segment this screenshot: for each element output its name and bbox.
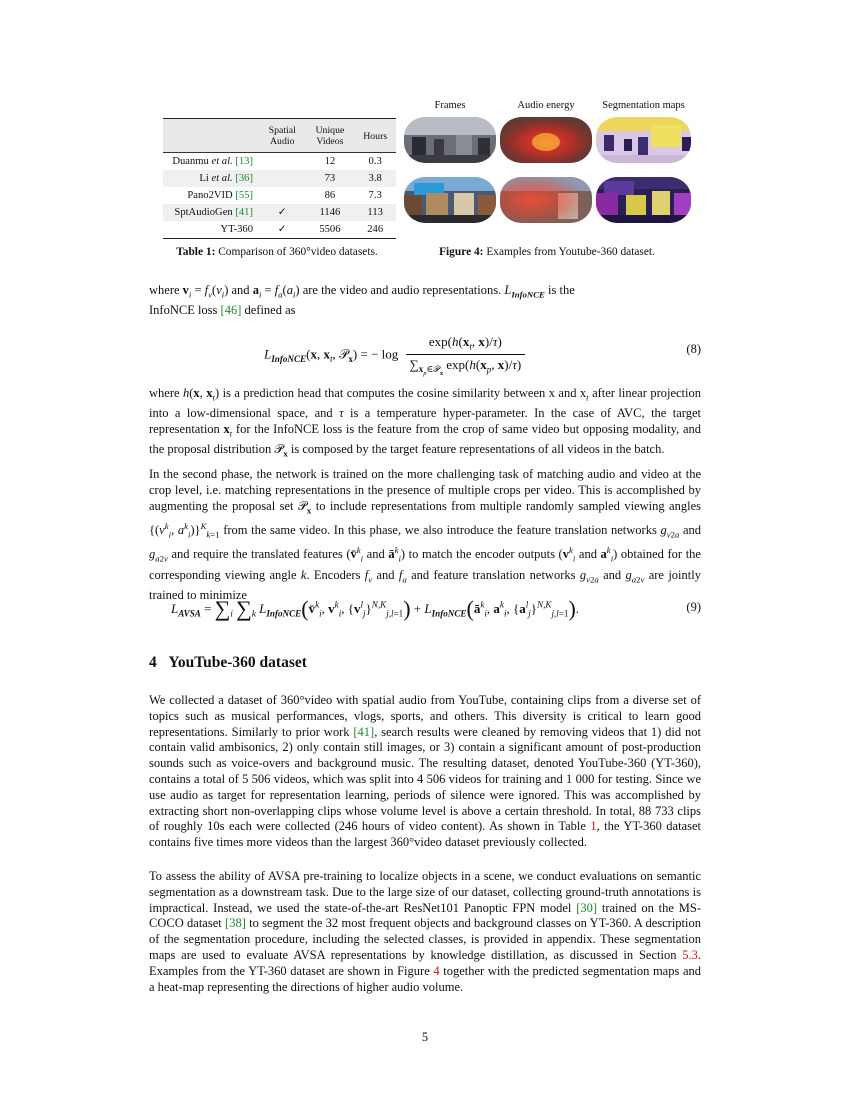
column-audio-energy-label: Audio energy bbox=[517, 100, 575, 111]
equation-8: $L_{InfoNCE}(x$, $x_t$, 𝒫$_x$) = − log $\frac{\exp(h(x_t, x)/\tau)}{\sum_{x_p\in 𝒫_x} \exp(h(x_p, x)/\tau)}$ (8) bbox=[264, 334, 701, 377]
paragraph-representations: where $v_i = f_v(v_i)$ and $a_i = f_a(a_i)$ are the video and audio representations. $L_{InfoNCE}$ is the InfoNCE loss [46] defined as bbox=[149, 283, 575, 318]
figure-4-caption: Figure 4: Examples from Youtube-360 dataset. bbox=[439, 246, 655, 258]
frame-image-2 bbox=[404, 177, 496, 223]
segmentation-map-1 bbox=[596, 117, 691, 163]
table-row: SptAudioGen [41] ✓ 1146 113 bbox=[163, 204, 396, 221]
paper-page bbox=[149, 0, 701, 1100]
header-spatial-audio: Spatial Audio bbox=[268, 125, 296, 147]
paragraph-dataset-collection: We collected a dataset of 360°video with spatial audio from YouTube, containing clips from a diverse set of topics such as musical performances, vlogs, sports, and others. This diversity is critical to learn good representations. Similarly to prior work [41], search results were cleaned by removing videos that 1) did not contain valid ambisonics, 2) only contain still images, or 3) contain a significant amount of post-production sounds such as voice-overs and background music. The resulting dataset, denoted YouTube-360 (YT-360), contains a total of 5 506 videos, which was split into 4 506 videos for training and 1 000 for testing. Since we use audio as target for representation learning, periods of silence were ignored. This was accomplished by extracting short non-overlapping clips whose volume level is above a certain threshold. In total, 88 733 clips of roughly 10s each were collected (246 hours of video content). As shown in Table 1, the YT-360 dataset contains five times more videos than the largest 360°video dataset previously collected. bbox=[149, 693, 701, 850]
frame-image-1 bbox=[404, 117, 496, 163]
paragraph-segmentation-evaluation: To assess the ability of AVSA pre-training to localize objects in a scene, we conduct evaluations on semantic segmentation as a downstream task. Due to the large size of our dataset, collecting ground-truth annotations is impractical. Instead, we used the state-of-the-art ResNet101 Panoptic FPN model [30] trained on the MS-COCO dataset [38] to segment the 32 most frequent objects and background classes on YT-360. A description of the segmentation procedure, including the selected classes, is provided in appendix. These segmentation maps are used to evaluate AVSA representations by knowledge distillation, as discussed in Section 5.3. Examples from the YT-360 dataset are shown in Figure 4 together with the predicted segmentation maps and a heat-map representing the directions of higher audio volume. bbox=[149, 869, 702, 994]
paragraph-prediction-head: where h(x, $x_t$) is a prediction head that computes the cosine similarity between x and $x_t$ after linear projection into a low-dimensional space, and τ is a temperature hyper-parameter. In the case of AVC, the target representation $x_t$ for the InfoNCE loss is the feature from the crop of same video but opposing modality, and the proposal distribution 𝒫$_x$ is composed by the target feature representations of all videos in the batch. bbox=[149, 386, 702, 459]
table-row: YT-360 ✓ 5506 246 bbox=[163, 221, 396, 239]
section-heading: 4 YouTube-360 dataset bbox=[149, 654, 307, 671]
paragraph-second-phase: In the second phase, the network is trained on the more challenging task of matching audio and video at the crop level, i.e. matching representations in the presence of multiple crops per video. This is accomplished by augmenting the proposal set 𝒫$_x$ to include representations from multiple randomly sampled viewing angles {($v^k_i$, $a^k_i)\}^K_{k=1}$ from the same video. In this phase, we also introduce the feature translation networks $g_{v2a}$ and $g_{a2v}$ and require the translated features (v̄$^k_i$ and $ā^k_i$) to match the encoder outputs ($v^k_i$ and $a^k_i$) obtained for the corresponding viewing angle k. Encoders $f_v$ and $f_a$ and feature translation networks $g_{v2a}$ and $g_{a2v}$ are jointly trained to minimize bbox=[149, 467, 702, 603]
column-segmentation-label: Segmentation maps bbox=[602, 100, 685, 111]
equation-9-number: (9) bbox=[686, 600, 701, 614]
table-1-caption: Table 1: Comparison of 360°video datasets. bbox=[176, 246, 378, 258]
page-number: 5 bbox=[421, 1030, 429, 1044]
audio-energy-image-2 bbox=[500, 177, 592, 223]
table-row: Li et al. [36] 73 3.8 bbox=[163, 170, 396, 187]
table-1 bbox=[163, 118, 396, 239]
equation-9: $L_{AVSA} = \sum_i$ $\sum_k$ $L_{InfoNCE}(v̄^k_i$, $v^k_i$, $\{v^l_j\}^{N,K}_{j,l=1}$) + $L_{InfoNCE}(ā^k_i$, $a^k_i$, $\{a^l_j\}^{N,K}_{j,l=1}$). (9) bbox=[171, 596, 701, 621]
header-unique-videos: Unique Videos bbox=[315, 125, 345, 147]
header-hours: Hours bbox=[363, 130, 388, 142]
table-row: Pano2VID [55] 86 7.3 bbox=[187, 190, 382, 201]
figure-4 bbox=[404, 100, 691, 260]
equation-8-number: (8) bbox=[686, 342, 701, 356]
table-row: Duanmu et al. [13] 12 0.3 bbox=[163, 153, 396, 171]
column-frames-label: Frames bbox=[434, 100, 466, 111]
audio-energy-image-1 bbox=[500, 117, 592, 163]
segmentation-map-2 bbox=[596, 177, 691, 223]
